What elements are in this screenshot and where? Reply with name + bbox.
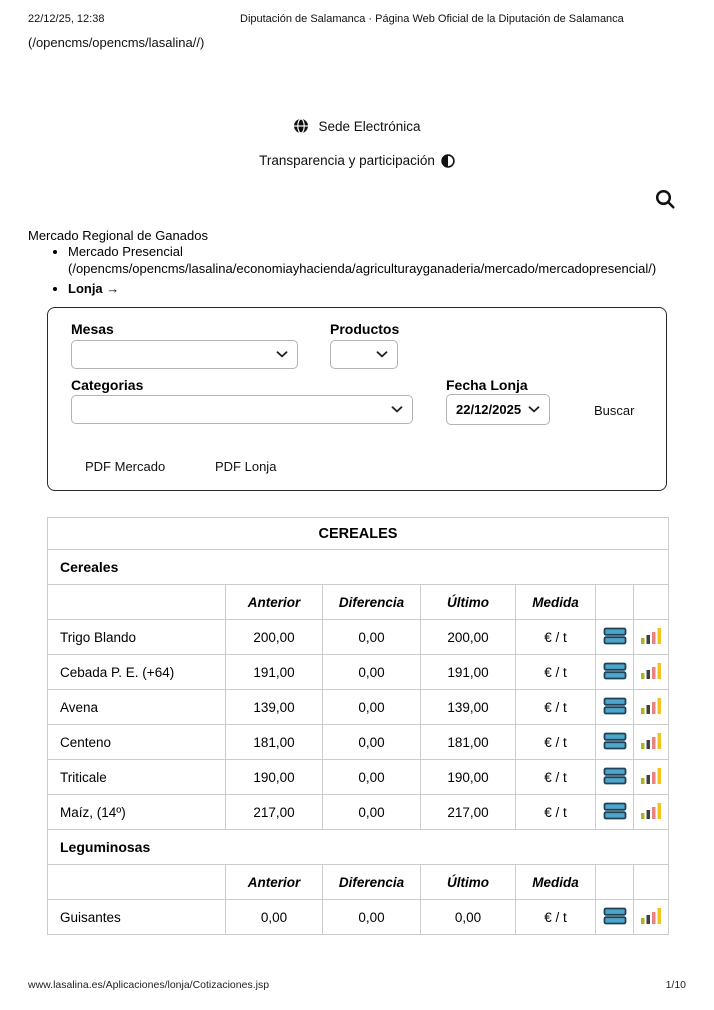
table-header-row	[48, 585, 669, 620]
fecha-lonja-label: Fecha Lonja	[446, 377, 528, 393]
categorias-label: Categorias	[71, 377, 144, 393]
header-anterior: Anterior	[226, 865, 323, 900]
table-row	[48, 690, 669, 725]
bar-chart-icon[interactable]	[634, 662, 668, 680]
lonja-link[interactable]: Lonja →	[68, 281, 120, 297]
breadcrumb	[50, 243, 656, 300]
ultimo-value: 191,00	[421, 655, 516, 690]
product-name: Cebada P. E. (+64)	[48, 655, 226, 690]
productos-label: Productos	[330, 321, 400, 337]
header-ultimo: Último	[421, 865, 516, 900]
chevron-down-icon	[528, 406, 540, 413]
print-title: Diputación de Salamanca · Página Web Oficial de la Diputación de Salamanca	[240, 13, 624, 25]
anterior-value: 190,00	[226, 760, 323, 795]
table-view-icon[interactable]	[596, 802, 633, 820]
table-row	[48, 725, 669, 760]
ultimo-value: 190,00	[421, 760, 516, 795]
table-view-icon[interactable]	[596, 732, 633, 750]
table-view-icon[interactable]	[596, 662, 633, 680]
header-empty	[596, 865, 634, 900]
chevron-down-icon	[391, 406, 403, 413]
table-row	[48, 795, 669, 830]
table-row	[48, 620, 669, 655]
diferencia-value: 0,00	[323, 760, 421, 795]
half-circle-contrast-icon	[441, 154, 455, 168]
page-title: Mercado Regional de Ganados	[28, 228, 208, 243]
table-row	[48, 760, 669, 795]
anterior-value: 200,00	[226, 620, 323, 655]
mesas-select[interactable]	[71, 340, 298, 369]
header-empty	[48, 585, 226, 620]
medida-value: € / t	[516, 795, 596, 830]
header-diferencia: Diferencia	[323, 865, 421, 900]
home-link[interactable]: (/opencms/opencms/lasalina//)	[28, 35, 205, 50]
header-empty	[596, 585, 634, 620]
table-view-icon[interactable]	[596, 627, 633, 645]
bar-chart-icon[interactable]	[634, 697, 668, 715]
medida-value: € / t	[516, 900, 596, 935]
fecha-lonja-select[interactable]	[446, 394, 550, 425]
header-empty	[634, 585, 669, 620]
product-name: Trigo Blando	[48, 620, 226, 655]
diferencia-value: 0,00	[323, 795, 421, 830]
fecha-lonja-value: 22/12/2025	[456, 402, 522, 417]
header-diferencia: Diferencia	[323, 585, 421, 620]
chevron-down-icon	[276, 351, 288, 358]
pdf-mercado-button[interactable]: PDF Mercado	[85, 459, 166, 474]
anterior-value: 0,00	[226, 900, 323, 935]
section-title-leguminosas: Leguminosas	[48, 830, 669, 865]
diferencia-value: 0,00	[323, 900, 421, 935]
diferencia-value: 0,00	[323, 725, 421, 760]
table-row	[48, 900, 669, 935]
sede-electronica-label: Sede Electrónica	[318, 118, 421, 134]
print-datetime: 22/12/25, 12:38	[28, 13, 105, 25]
medida-value: € / t	[516, 690, 596, 725]
prices-table	[47, 517, 669, 935]
ultimo-value: 0,00	[421, 900, 516, 935]
anterior-value: 217,00	[226, 795, 323, 830]
medida-value: € / t	[516, 760, 596, 795]
bar-chart-icon[interactable]	[634, 767, 668, 785]
print-footer-url: www.lasalina.es/Aplicaciones/lonja/Cotizaciones.jsp	[28, 979, 270, 991]
product-name: Triticale	[48, 760, 226, 795]
transparencia-link[interactable]	[0, 153, 714, 168]
product-name: Maíz, (14º)	[48, 795, 226, 830]
chevron-down-icon	[376, 351, 388, 358]
table-row	[48, 655, 669, 690]
table-title: CEREALES	[48, 518, 669, 550]
header-medida: Medida	[516, 585, 596, 620]
bar-chart-icon[interactable]	[634, 907, 668, 925]
header-ultimo: Último	[421, 585, 516, 620]
product-name: Guisantes	[48, 900, 226, 935]
mercado-presencial-url[interactable]: (/opencms/opencms/lasalina/economiayhacienda/agriculturayganaderia/mercado/mercadopresencial/)	[68, 261, 657, 277]
medida-value: € / t	[516, 620, 596, 655]
medida-value: € / t	[516, 725, 596, 760]
categorias-select[interactable]	[71, 395, 413, 424]
pdf-lonja-button[interactable]: PDF Lonja	[215, 459, 277, 474]
header-anterior: Anterior	[226, 585, 323, 620]
table-view-icon[interactable]	[596, 907, 633, 925]
filter-form	[47, 307, 667, 491]
header-medida: Medida	[516, 865, 596, 900]
print-footer-page: 1/10	[665, 979, 686, 991]
table-header-row	[48, 865, 669, 900]
anterior-value: 181,00	[226, 725, 323, 760]
table-view-icon[interactable]	[596, 767, 633, 785]
breadcrumb-item-mercado-presencial[interactable]	[68, 243, 656, 277]
ultimo-value: 200,00	[421, 620, 516, 655]
mesas-label: Mesas	[71, 321, 114, 337]
search-icon[interactable]	[652, 186, 678, 212]
breadcrumb-item-lonja[interactable]	[68, 280, 656, 297]
buscar-button[interactable]: Buscar	[594, 403, 635, 418]
bar-chart-icon[interactable]	[634, 732, 668, 750]
bar-chart-icon[interactable]	[634, 627, 668, 645]
productos-select[interactable]	[330, 340, 398, 369]
anterior-value: 191,00	[226, 655, 323, 690]
product-name: Avena	[48, 690, 226, 725]
diferencia-value: 0,00	[323, 620, 421, 655]
ultimo-value: 217,00	[421, 795, 516, 830]
header-empty	[48, 865, 226, 900]
product-name: Centeno	[48, 725, 226, 760]
mercado-presencial-link[interactable]: Mercado Presencial	[68, 244, 183, 259]
anterior-value: 139,00	[226, 690, 323, 725]
diferencia-value: 0,00	[323, 690, 421, 725]
bar-chart-icon[interactable]	[634, 802, 668, 820]
diferencia-value: 0,00	[323, 655, 421, 690]
globe-icon	[293, 118, 309, 134]
sede-electronica-link[interactable]	[0, 118, 714, 134]
header-empty	[634, 865, 669, 900]
ultimo-value: 139,00	[421, 690, 516, 725]
ultimo-value: 181,00	[421, 725, 516, 760]
transparencia-label: Transparencia y participación	[259, 153, 435, 168]
medida-value: € / t	[516, 655, 596, 690]
section-title-cereales: Cereales	[48, 550, 669, 585]
table-view-icon[interactable]	[596, 697, 633, 715]
